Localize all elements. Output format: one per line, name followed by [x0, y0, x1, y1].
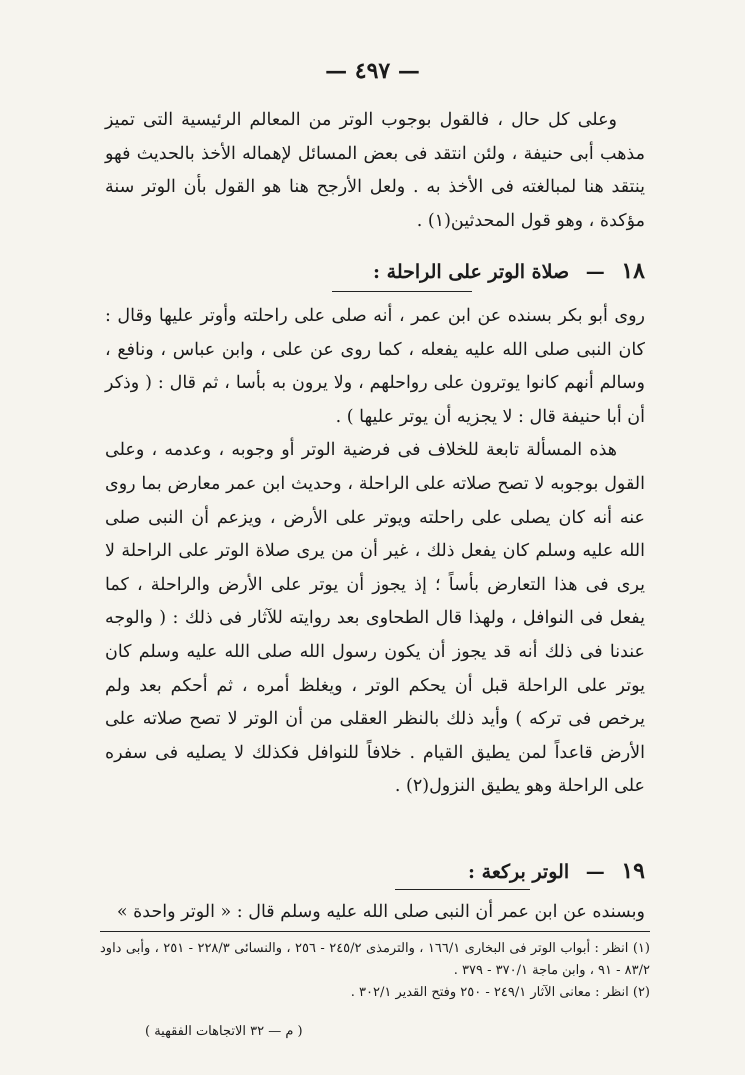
- paragraph: وعلى كل حال ، فالقول بوجوب الوتر من المعالم الرئيسية التى تميز مذهب أبى حنيفة ، ولئن انتقد فى بعض المسائل لإهماله الأخذ بالحديث فهو ينتقد هنا لمبالغته فى الأخذ به . ولعل الأرجح هنا هو القول بأن الوتر سنة مؤكدة ، وهو قول المحدثين(١) .: [105, 110, 645, 231]
- footnote-2: (٢) انظر : معانى الآثار ٢٤٩/١ - ٢٥٠ وفتح القدير ٣٠٢/١ .: [350, 985, 650, 1000]
- section-number: ١٨: [621, 258, 645, 284]
- section-dash: —: [585, 861, 605, 883]
- section-title: صلاة الوتر على الراحلة :: [373, 261, 570, 283]
- page-number: — ٤٩٧ —: [325, 58, 420, 84]
- paragraph-block-intro: [105, 104, 645, 238]
- paragraph: هذه المسألة تابعة للخلاف فى فرضية الوتر أو وجوبه ، وعدمه ، وعلى القول بوجوبه لا تصح صلاته على الراحلة ، وحديث ابن عمر معارض بما روى عنه أنه كان يصلى على راحلته ويوتر على الأرض ، ويزعم أن النبى صلى الله عليه وسلم كان يفعل ذلك ، غير أن من يرى صلاة الوتر على الراحلة لا يرى فى هذا التعارض بأساً ؛ إذ يجوز أن يوتر على الأرض والراحلة ، كما يفعل فى النوافل ، ولهذا قال الطحاوى بعد روايته للآثار فى ذلك : ( والوجه عندنا فى ذلك أنه قد يجوز أن يكون رسول الله صلى الله عليه وسلم كان يوتر على الراحلة قبل أن يحكم الوتر ، ويغلظ أمره ، ثم أحكم بعد ولم يرخص فى تركه ) وأيد ذلك بالنظر العقلى من أن الوتر لا تصح صلاته على الأرض قاعداً لمن يطيق القيام . خلافاً للنوافل فكذلك لا يصليه فى سفره على الراحلة وهو يطيق النزول(٢) .: [105, 440, 645, 797]
- heading-underline: [332, 291, 472, 292]
- section-title: الوتر بركعة :: [468, 861, 570, 883]
- footnotes: [100, 938, 650, 1004]
- paragraph-section-19: وبسنده عن ابن عمر أن النبى صلى الله عليه وسلم قال : « الوتر واحدة »: [116, 902, 645, 922]
- section-heading-18: [85, 258, 645, 284]
- section-dash: —: [585, 261, 605, 283]
- section-number: ١٩: [621, 858, 645, 884]
- paragraph-block-section-18: [105, 300, 645, 804]
- paragraph: روى أبو بكر بسنده عن ابن عمر ، أنه صلى على راحلته وأوتر عليها وقال : كان النبى صلى الله عليه يفعله ، كما روى عن على ، وابن عباس ، ونافع ، وسالم أنهم كانوا يوترون على رواحلهم ، ولا يرون به بأسا ، ثم قال : ( وذكر أن أبا حنيفة قال : لا يجزيه أن يوتر عليها ) .: [105, 306, 645, 427]
- footnote-1: (١) انظر : أبواب الوتر فى البخارى ١٦٦/١ ، والترمذى ٢٤٥/٢ - ٢٥٦ ، والنسائى ٢٢٨/٣ - ٢٥١ ، وأبى داود ٨٣/٢ - ٩١ ، وابن ماجة ٣٧٠/١ - ٣٧٩ .: [100, 941, 650, 978]
- heading-underline: [395, 889, 530, 890]
- footnote-divider: [100, 931, 650, 932]
- section-heading-19: [85, 858, 645, 884]
- series-signature-mark: ( م — ٣٢ الاتجاهات الفقهية ): [145, 1024, 303, 1039]
